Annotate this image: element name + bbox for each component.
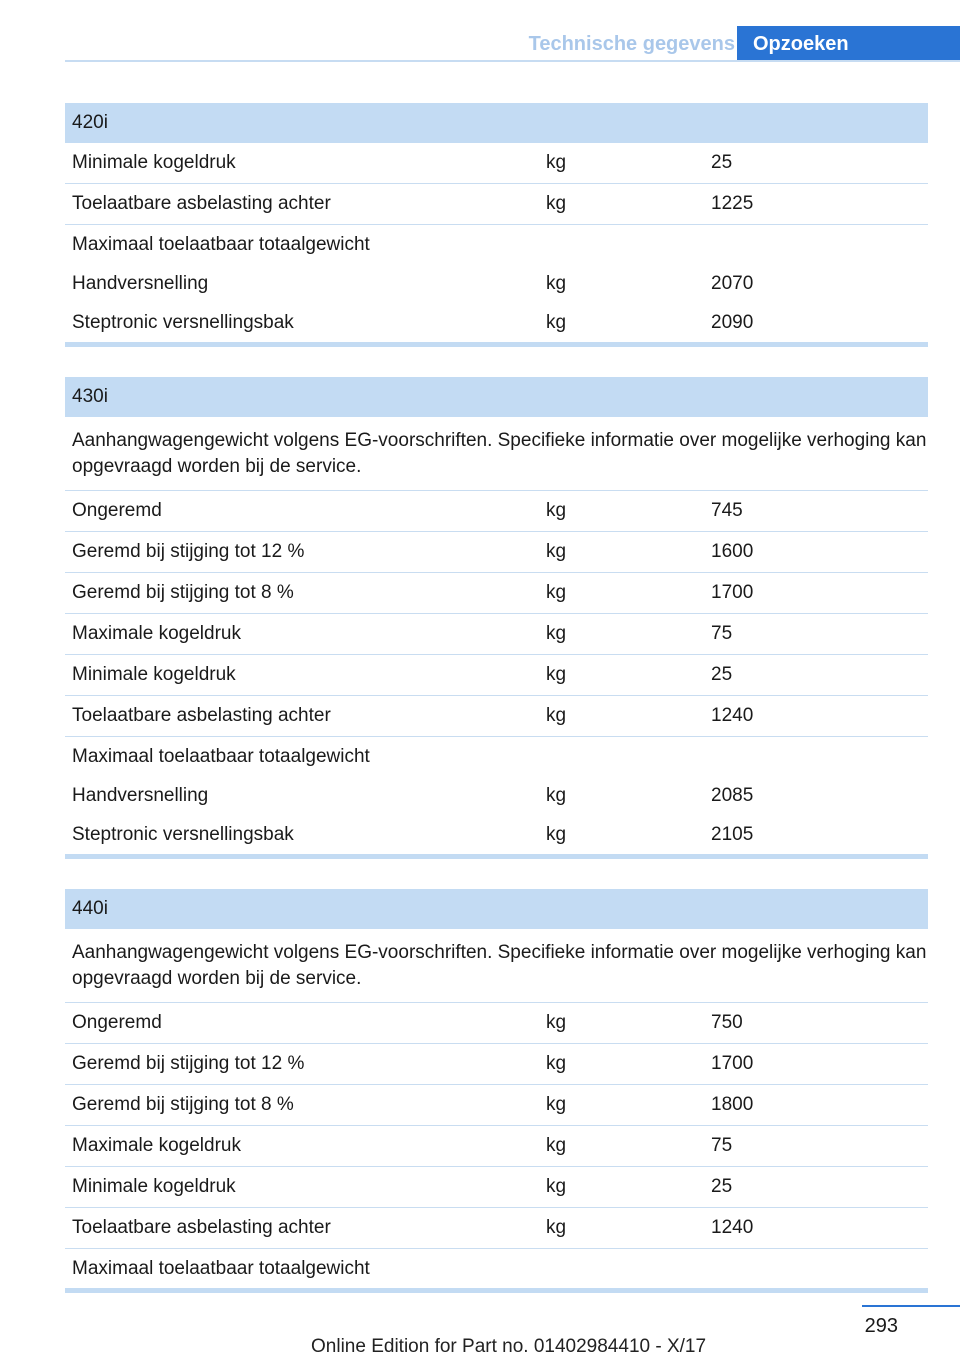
row-value: 2105 bbox=[711, 823, 754, 845]
row-unit: kg bbox=[546, 500, 567, 521]
table-row bbox=[65, 614, 928, 655]
row-label: Maximaal toelaatbaar totaalgewicht bbox=[72, 1257, 370, 1279]
row-label: Geremd bij stijging tot 12 % bbox=[72, 541, 305, 562]
table-row bbox=[65, 143, 928, 184]
table-row bbox=[65, 573, 928, 614]
section-end-bar bbox=[65, 854, 928, 859]
table-row bbox=[65, 1126, 928, 1167]
row-unit: kg bbox=[546, 623, 567, 644]
row-value: 2090 bbox=[711, 311, 754, 333]
row-unit: kg bbox=[546, 1053, 567, 1074]
row-label: Maximaal toelaatbaar totaalgewicht bbox=[72, 745, 370, 767]
spec-tables bbox=[65, 103, 928, 1323]
row-value: 1600 bbox=[711, 541, 754, 562]
row-unit: kg bbox=[546, 1094, 567, 1115]
row-label: Steptronic versnellingsbak bbox=[72, 311, 294, 333]
active-tab-opzoeken[interactable]: Opzoeken bbox=[737, 26, 960, 62]
row-value: 1240 bbox=[711, 705, 754, 726]
row-unit: kg bbox=[546, 152, 567, 173]
row-unit: kg bbox=[546, 1135, 567, 1156]
row-value: 1700 bbox=[711, 582, 754, 603]
row-unit: kg bbox=[546, 582, 567, 603]
row-value: 1240 bbox=[711, 1217, 754, 1238]
row-unit: kg bbox=[546, 784, 567, 806]
row-label: Handversnelling bbox=[72, 784, 209, 806]
section-tab[interactable]: Technische gegevens bbox=[528, 33, 735, 55]
row-label: Steptronic versnellingsbak bbox=[72, 823, 294, 845]
row-value: 1225 bbox=[711, 193, 754, 214]
row-label: Toelaatbare asbelasting achter bbox=[72, 193, 331, 214]
section-title: 430i bbox=[65, 377, 928, 417]
page-header bbox=[0, 0, 960, 62]
row-label: Maximale kogeldruk bbox=[72, 623, 241, 644]
spec-section bbox=[65, 377, 928, 859]
row-value: 750 bbox=[711, 1012, 743, 1033]
table-row bbox=[65, 655, 928, 696]
row-label: Maximaal toelaatbaar totaalgewicht bbox=[72, 233, 370, 255]
section-title: 420i bbox=[65, 103, 928, 143]
row-label: Toelaatbare asbelasting achter bbox=[72, 1217, 331, 1238]
row-value: 25 bbox=[711, 664, 733, 685]
section-note: Aanhangwagengewicht volgens EG-voorschriften. Specifieke informatie over mogelijke verhoging kan opgevraagd worden bij de service. bbox=[65, 929, 928, 1003]
row-label: Toelaatbare asbelasting achter bbox=[72, 705, 331, 726]
header-divider bbox=[65, 60, 960, 62]
table-row bbox=[65, 737, 928, 776]
row-value: 75 bbox=[711, 623, 733, 644]
table-row bbox=[65, 184, 928, 225]
table-row bbox=[65, 696, 928, 737]
row-label: Handversnelling bbox=[72, 272, 209, 294]
row-label: Geremd bij stijging tot 8 % bbox=[72, 1094, 294, 1115]
table-row bbox=[65, 264, 928, 303]
row-unit: kg bbox=[546, 193, 567, 214]
row-value: 25 bbox=[711, 1176, 733, 1197]
table-row bbox=[65, 532, 928, 573]
row-label: Geremd bij stijging tot 8 % bbox=[72, 582, 294, 603]
row-value: 75 bbox=[711, 1135, 733, 1156]
table-row bbox=[65, 1085, 928, 1126]
spec-section bbox=[65, 103, 928, 347]
table-row bbox=[65, 1044, 928, 1085]
table-row bbox=[65, 815, 928, 854]
row-value: 1800 bbox=[711, 1094, 754, 1115]
row-label: Minimale kogeldruk bbox=[72, 1176, 236, 1197]
section-end-bar bbox=[65, 1288, 928, 1293]
edition-note: Online Edition for Part no. 01402984410 - X/17 bbox=[311, 1336, 707, 1357]
table-row bbox=[65, 1208, 928, 1249]
row-unit: kg bbox=[546, 664, 567, 685]
table-row bbox=[65, 776, 928, 815]
row-unit: kg bbox=[546, 1012, 567, 1033]
row-unit: kg bbox=[546, 705, 567, 726]
row-label: Ongeremd bbox=[72, 500, 162, 521]
row-unit: kg bbox=[546, 1176, 567, 1197]
row-label: Maximale kogeldruk bbox=[72, 1135, 241, 1156]
row-unit: kg bbox=[546, 541, 567, 562]
row-label: Minimale kogeldruk bbox=[72, 664, 236, 685]
row-value: 2070 bbox=[711, 272, 754, 294]
section-note: Aanhangwagengewicht volgens EG-voorschriften. Specifieke informatie over mogelijke verhoging kan opgevraagd worden bij de service. bbox=[65, 417, 928, 491]
table-row bbox=[65, 1003, 928, 1044]
row-label: Ongeremd bbox=[72, 1012, 162, 1033]
table-row bbox=[65, 225, 928, 264]
spec-section bbox=[65, 889, 928, 1293]
table-row bbox=[65, 1249, 928, 1288]
section-title: 440i bbox=[65, 889, 928, 929]
row-value: 25 bbox=[711, 152, 733, 173]
footer-divider bbox=[862, 1305, 960, 1307]
row-value: 745 bbox=[711, 500, 743, 521]
row-unit: kg bbox=[546, 1217, 567, 1238]
table-row bbox=[65, 1167, 928, 1208]
row-unit: kg bbox=[546, 823, 567, 845]
row-value: 1700 bbox=[711, 1053, 754, 1074]
table-row bbox=[65, 491, 928, 532]
table-row bbox=[65, 303, 928, 342]
row-label: Minimale kogeldruk bbox=[72, 152, 236, 173]
section-end-bar bbox=[65, 342, 928, 347]
row-unit: kg bbox=[546, 311, 567, 333]
row-label: Geremd bij stijging tot 12 % bbox=[72, 1053, 305, 1074]
row-value: 2085 bbox=[711, 784, 754, 806]
row-unit: kg bbox=[546, 272, 567, 294]
page-number: 293 bbox=[864, 1315, 898, 1337]
